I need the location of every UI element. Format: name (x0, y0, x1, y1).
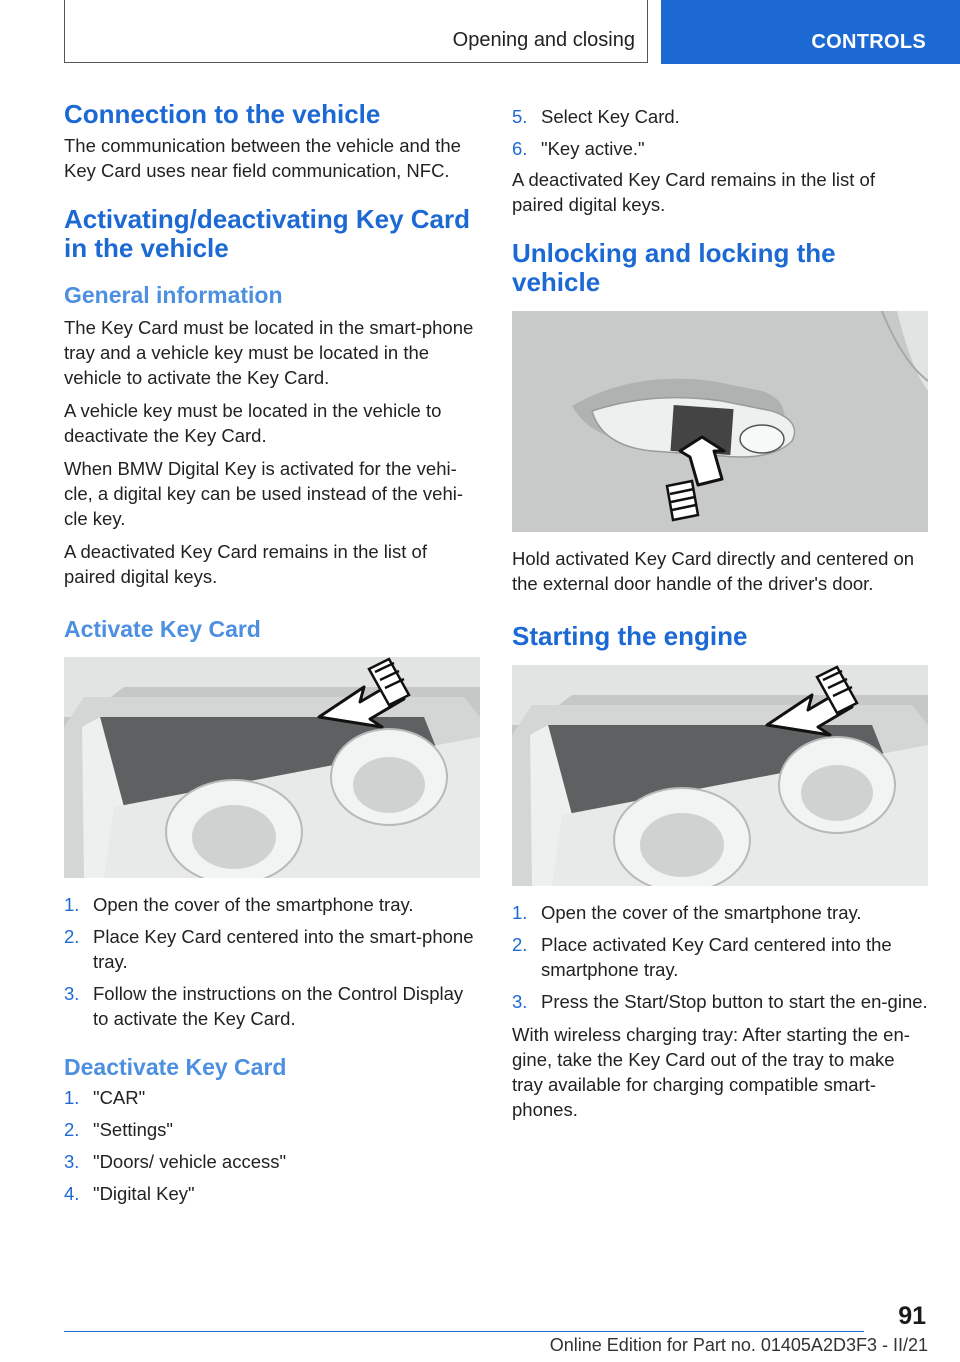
paragraph-deactivated: A deactivated Key Card remains in the list of paired digital keys. (512, 169, 875, 215)
paragraph-connection: The communication between the vehicle and the Key Card uses near field communication, NFC. (64, 135, 461, 181)
list-item: 1. Open the cover of the smartphone tray. (64, 894, 414, 915)
paragraph-general-3: When BMW Digital Key is activated for the vehi-cle, a digital key can be used instead of the vehi-cle key. (64, 458, 464, 529)
list-item: 4. "Digital Key" (64, 1183, 195, 1204)
deactivate-steps-list-continued (512, 104, 928, 161)
paragraph-unlocking: Hold activated Key Card directly and centered on the external door handle of the driver's door. (512, 548, 915, 594)
edition-note: Online Edition for Part no. 01405A2D3F3 - II/21 (549, 1335, 928, 1355)
heading-starting-engine: Starting the engine (512, 621, 748, 651)
list-item: 3. Press the Start/Stop button to start the en-gine. (512, 991, 928, 1012)
list-item: 2. Place activated Key Card centered into the smartphone tray. (512, 934, 892, 980)
heading-general-information: General information (64, 282, 283, 308)
list-item: 1. Open the cover of the smartphone tray. (512, 902, 862, 923)
right-column (512, 100, 928, 1122)
list-item: 5. Select Key Card. (512, 106, 680, 127)
list-item: 3. "Doors/ vehicle access" (64, 1151, 287, 1172)
heading-deactivate-key-card: Deactivate Key Card (64, 1054, 287, 1080)
list-item: 3. Follow the instructions on the Control Display to activate the Key Card. (64, 983, 464, 1029)
paragraph-wireless-charging: With wireless charging tray: After starting the en-gine, take the Key Card out of the tray to make tray available for charging compatible smart-phones. (512, 1024, 910, 1120)
section-tab (64, 0, 648, 63)
list-item: 6. "Key active." (512, 138, 645, 159)
paragraph-general-2: A vehicle key must be located in the vehicle to deactivate the Key Card. (64, 400, 442, 446)
heading-connection: Connection to the vehicle (64, 99, 381, 129)
smartphone-tray-illustration-start (512, 665, 928, 886)
left-column (64, 100, 480, 1206)
footer-divider (64, 1331, 864, 1332)
paragraph-general-1: The Key Card must be located in the smart-phone tray and a vehicle key must be located in the vehicle to activate the Key Card. (64, 317, 474, 388)
activate-steps-list (64, 892, 480, 1031)
smartphone-tray-illustration (64, 657, 480, 878)
deactivate-steps-list (64, 1085, 480, 1206)
page-number: 91 (898, 1302, 926, 1330)
paragraph-general-4: A deactivated Key Card remains in the list of paired digital keys. (64, 541, 427, 587)
chapter-tab (661, 0, 960, 64)
chapter-title: CONTROLS (811, 31, 926, 53)
list-item: 1. "CAR" (64, 1087, 146, 1108)
starting-steps-list (512, 900, 928, 1014)
section-title: Opening and closing (452, 29, 635, 51)
heading-unlocking-locking: Unlocking and locking the vehicle (512, 238, 836, 297)
heading-activating-deactivating: Activating/deactivating Key Card in the vehicle (64, 204, 470, 263)
page-header (64, 0, 960, 64)
heading-activate-key-card: Activate Key Card (64, 616, 261, 642)
list-item: 2. Place Key Card centered into the smart-phone tray. (64, 926, 474, 972)
list-item: 2. "Settings" (64, 1119, 173, 1140)
door-handle-illustration (512, 311, 928, 532)
